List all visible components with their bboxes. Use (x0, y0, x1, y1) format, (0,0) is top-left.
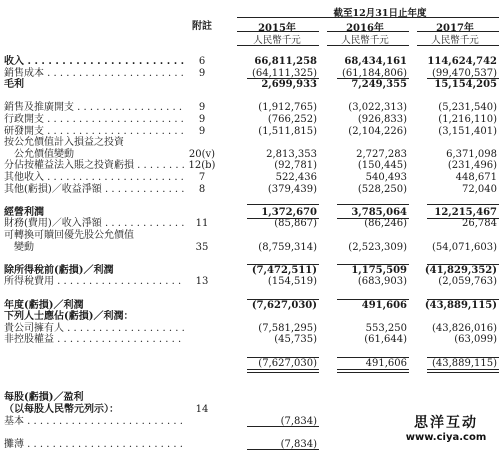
value-cell-2017: 114,624,742 (427, 56, 497, 67)
row-label: 攤薄 . . . (4, 438, 184, 451)
eps-rule (247, 449, 319, 450)
row-label: （以每股人民幣元列示）： (4, 404, 119, 415)
row-label: 每股(虧損)／盈利 (4, 392, 84, 404)
value-cell-2016: 2,727,283 (356, 148, 407, 160)
row-label: 所得稅費用 . . . (4, 275, 184, 288)
period-heading: 截至12月31日止年度 (333, 8, 427, 19)
row-label: 收入 . . . (4, 55, 184, 68)
row-note: 9 (198, 67, 206, 79)
total-rule (337, 357, 409, 358)
value-cell-2016: 68,434,161 (344, 56, 407, 67)
watermark-url: www.ciya.com (405, 432, 487, 443)
value-cell-2016: (61,184,806) (341, 67, 407, 79)
value-cell-2016: (61,644) (364, 334, 407, 346)
total-rule (337, 372, 409, 373)
total-rule (247, 264, 319, 265)
row-note: 8 (198, 183, 206, 195)
row-label: 除所得稅前(虧損)／利潤 (4, 264, 114, 276)
row-label: 基本 . . . (4, 415, 184, 428)
row-label: 毛利 (4, 79, 24, 91)
unit-heading-2017: 人民幣千元 (431, 35, 479, 46)
value-cell-2015: (1,912,765) (258, 102, 317, 114)
total-rule (337, 369, 409, 370)
row-label: 其他(虧損)／收益淨額 . . . (4, 183, 184, 196)
row-label: 財務(費用)／收入淨額 . . . (4, 217, 184, 230)
value-cell-2015: (7,627,030) (251, 299, 317, 311)
value-cell-2016: (2,104,226) (348, 125, 407, 137)
value-cell-2017: (54,071,603) (431, 241, 497, 253)
row-label: 下列人士應佔(虧損)／利潤： (4, 311, 134, 323)
row-label: 分佔按權益法入賬之投資虧損 . . . (4, 159, 184, 172)
value-cell-2017: (43,889,115) (431, 357, 497, 369)
total-rule (337, 204, 409, 205)
value-cell-2015: 2,813,353 (266, 148, 317, 160)
row-note: 13 (195, 276, 209, 288)
value-cell-2015: 2,699,933 (261, 79, 317, 91)
year-heading-2016: 2016年 (346, 23, 384, 34)
value-cell-2016: 3,785,064 (351, 206, 407, 218)
total-rule (247, 204, 319, 205)
row-label: 銷售成本 . . . (4, 67, 184, 80)
value-cell-2015: 66,811,258 (254, 56, 317, 67)
value-cell-2016: 491,606 (361, 299, 407, 311)
total-rule (427, 372, 499, 373)
row-note: 11 (195, 218, 209, 230)
eps-rule (247, 426, 319, 427)
row-label: 年度(虧損)／利潤 (4, 299, 84, 311)
unit-heading-2015: 人民幣千元 (253, 35, 301, 46)
row-note: 12(b) (188, 160, 216, 172)
value-cell-2015: (7,581,295) (258, 322, 317, 334)
value-cell-2017: 26,784 (462, 218, 497, 230)
total-rule (337, 78, 409, 79)
row-label: 其他收入 . . . (4, 171, 184, 184)
row-note: 14 (195, 404, 209, 415)
total-rule (247, 372, 319, 373)
value-cell-2015: (766,252) (267, 114, 317, 125)
total-rule (337, 264, 409, 265)
row-label: 行政開支 . . . (4, 113, 184, 126)
row-note: 6 (198, 56, 206, 67)
total-rule (427, 357, 499, 358)
row-label: 非控股權益 . . . (4, 333, 184, 346)
value-cell-2016: 7,249,355 (351, 79, 407, 91)
value-cell-2015: (7,834) (280, 415, 317, 427)
value-cell-2017: (3,151,401) (438, 125, 497, 137)
row-label: 銷售及推廣開支 . . . (4, 101, 184, 114)
watermark (396, 412, 496, 450)
value-cell-2017: (43,826,016) (431, 322, 497, 334)
total-rule (337, 299, 409, 300)
value-cell-2015: 522,436 (275, 172, 317, 183)
value-cell-2017: (1,216,110) (438, 114, 497, 125)
value-cell-2017: (2,059,763) (438, 276, 497, 288)
row-label: 按公允價值計入損益之投資 (4, 137, 124, 149)
value-cell-2017: 6,371,098 (446, 148, 497, 160)
value-cell-2015: (7,834) (280, 438, 317, 450)
value-cell-2016: 553,250 (365, 322, 407, 334)
value-cell-2017: 72,040 (462, 183, 497, 195)
value-cell-2016: 1,175,509 (351, 264, 407, 276)
total-rule (427, 218, 499, 219)
value-cell-2015: (7,472,511) (251, 264, 317, 276)
value-cell-2015: (154,519) (267, 276, 317, 288)
row-label: 可轉換可贖回優先股公允價值 (4, 230, 134, 241)
total-rule (427, 78, 499, 79)
value-cell-2017: 12,215,467 (434, 206, 497, 218)
value-cell-2017: (41,829,352) (424, 264, 497, 276)
row-note: 35 (195, 241, 209, 253)
total-rule (337, 218, 409, 219)
value-cell-2017: (43,889,115) (424, 299, 497, 311)
value-cell-2015: (92,781) (274, 160, 317, 172)
value-cell-2016: (528,250) (357, 183, 407, 195)
value-cell-2017: (99,470,537) (431, 67, 497, 79)
row-note: 9 (198, 102, 206, 114)
value-cell-2016: (683,903) (357, 276, 407, 288)
note-column-heading: 附註 (192, 21, 212, 32)
value-cell-2016: (2,523,309) (348, 241, 407, 253)
total-rule (427, 299, 499, 300)
row-label: 變動 (14, 241, 34, 253)
total-rule (427, 204, 499, 205)
year-heading-2015: 2015年 (258, 23, 296, 34)
value-cell-2015: (85,867) (274, 218, 317, 230)
value-cell-2015: (1,511,815) (258, 125, 317, 137)
value-cell-2015: (45,735) (274, 334, 317, 346)
value-cell-2015: (64,111,325) (251, 67, 317, 79)
unit-heading-2016: 人民幣千元 (341, 35, 389, 46)
value-cell-2016: (926,833) (357, 114, 407, 125)
row-note: 20(v) (188, 148, 216, 160)
value-cell-2017: (231,496) (447, 160, 497, 172)
row-label: 貴公司擁有人 . . . (4, 322, 184, 335)
row-label: 研發開支 . . . (4, 125, 184, 138)
total-rule (427, 264, 499, 265)
total-rule (247, 357, 319, 358)
row-note: 9 (198, 114, 206, 125)
value-cell-2015: (7,627,030) (258, 357, 317, 369)
total-rule (247, 218, 319, 219)
value-cell-2017: (5,231,540) (438, 102, 497, 114)
value-cell-2016: 540,493 (365, 172, 407, 183)
total-rule (427, 369, 499, 370)
total-rule (247, 78, 319, 79)
value-cell-2016: (150,445) (357, 160, 407, 172)
row-label: 公允價值變動 (14, 148, 74, 160)
row-note: 9 (198, 125, 206, 137)
row-label: 經營利潤 (4, 206, 44, 218)
value-cell-2017: (63,099) (454, 334, 497, 346)
value-cell-2015: 1,372,670 (261, 206, 317, 218)
year-heading-2017: 2017年 (436, 23, 474, 34)
value-cell-2017: 448,671 (455, 172, 497, 183)
watermark-title: 思洋互动 (414, 415, 478, 431)
total-rule (247, 299, 319, 300)
value-cell-2015: (379,439) (267, 183, 317, 195)
value-cell-2016: (3,022,313) (348, 102, 407, 114)
value-cell-2017: 15,154,205 (434, 79, 497, 91)
value-cell-2016: (86,246) (364, 218, 407, 230)
row-note: 7 (198, 172, 206, 183)
value-cell-2015: (8,759,314) (258, 241, 317, 253)
value-cell-2016: 491,606 (365, 357, 407, 369)
total-rule (247, 369, 319, 370)
